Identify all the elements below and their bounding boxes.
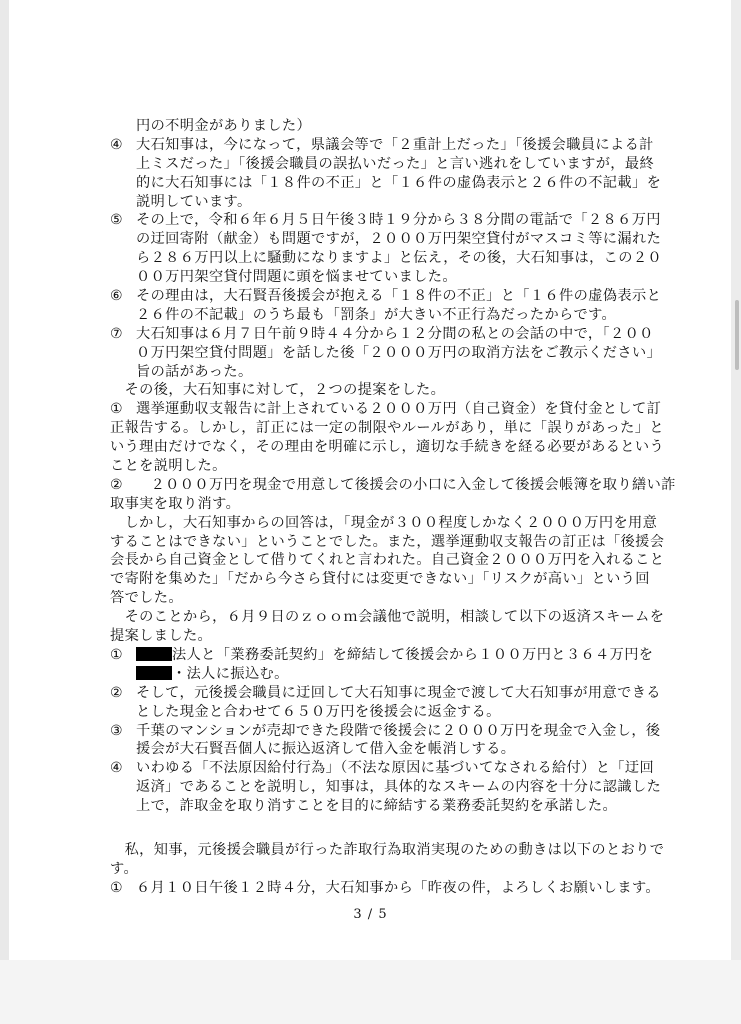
list-item-line xyxy=(110,136,666,155)
body-line: ことを説明した。 xyxy=(110,458,227,475)
continuation-line: 的に大石知事には「１８件の不正」と「１６件の虚偽表示と２６件の不記載」を xyxy=(136,174,662,191)
body-line: しかし，大石知事からの回答は，「現金が３００程度しかなく２０００万円を用意 xyxy=(110,514,658,531)
continuation-line: 上で，詐取金を取り消すことを目的に締結する業務委託契約を承諾した。 xyxy=(136,798,618,815)
item-text: 大石知事は，今になって，県議会等で「２重計上だった」「後援会職員による計 xyxy=(136,136,654,153)
continuation-line: 援会が大石賢吾個人に振込返済して借入金を帳消しする。 xyxy=(136,741,516,758)
body-line: 私，知事，元後援会職員が行った詐取行為取消実現のための動きは以下のとおりで xyxy=(110,841,665,858)
line-text: ・法人に振込む。 xyxy=(172,665,289,682)
continuation-line: ００万円架空貸付問題に頭を悩ませていました。 xyxy=(136,269,457,286)
list-item-line xyxy=(110,646,666,665)
item-text: いわゆる「不法原因給付行為」（不法な原因に基づいてなされる給付）と「迂回 xyxy=(136,760,655,777)
paragraph-gap xyxy=(110,816,666,841)
list-item-line xyxy=(110,879,666,898)
redaction-block xyxy=(136,666,172,680)
body-line: す。 xyxy=(110,860,139,877)
list-item-line xyxy=(110,211,666,230)
continuation-line: 円の不明金がありました） xyxy=(136,118,312,134)
item-text: その理由は，大石賢吾後援会が抱える「１８件の不正」と「１６件の虚偽表示と xyxy=(136,288,662,305)
list-item-line xyxy=(110,325,666,344)
continuation-line: 旨の話があった。 xyxy=(136,363,253,380)
item-text: そして，元後援会職員に迂回して大石知事に現金で渡して大石知事が用意できる xyxy=(136,684,661,701)
continuation-line: の迂回寄附（献金）も問題ですが，２０００万円架空貸付がマスコミ等に漏れた xyxy=(136,231,662,248)
list-item-line xyxy=(110,759,666,778)
item-number: ① xyxy=(110,879,124,896)
item-number: ⑦ xyxy=(110,325,124,342)
document-body xyxy=(110,117,676,898)
item-text: その上で，令和６年６月５日午後３時１９分から３８分間の電話で「２８６万円 xyxy=(136,212,661,229)
body-line: することはできない」ということでした。また，選挙運動収支報告の訂正は「後援会 xyxy=(110,533,665,550)
body-line: 会長から自己資金として借りてくれと言われた。自己資金２０００万円を入れること xyxy=(110,552,665,569)
item-number: ③ xyxy=(110,722,124,739)
item-text: ６月１０日午後１２時４分，大石知事から「昨夜の件，よろしくお願いします。 xyxy=(136,879,661,896)
list-item-line xyxy=(110,684,666,703)
continuation-line: 返済」であることを説明し，知事は，具体的なスキームの内容を十分に認識した xyxy=(136,779,662,796)
paragraph-line: その後，大石知事に対して，２つの提案をした。 xyxy=(110,382,446,399)
item-number: ② xyxy=(110,684,124,701)
body-line: いう理由だけでなく，その理由を明確に示し，適切な手続きを経る必要があるという xyxy=(110,439,665,456)
body-line: そのことから，６月９日のｚｏｏｍ会議他で説明，相談して以下の返済スキームを xyxy=(110,609,665,626)
body-line: 答でした。 xyxy=(110,590,183,607)
item-text: 大石知事は６月７日午前９時４４分から１２分間の私との会話の中で，「２００ xyxy=(136,325,654,342)
viewer-right-edge xyxy=(731,0,741,960)
item-number: ④ xyxy=(110,136,124,153)
viewer-bottom-area xyxy=(0,960,741,1024)
continuation-line: ０万円架空貸付問題」を話した後「２０００万円の取消方法をご教示ください」 xyxy=(136,344,662,361)
item-number: ① xyxy=(110,401,124,418)
scrollbar-thumb[interactable] xyxy=(735,300,739,370)
item-number: ① xyxy=(110,646,124,663)
item-number: ② xyxy=(110,476,124,493)
body-line: 正報告する。しかし，訂正には一定の制限やルールがあり，単に「誤りがあった」と xyxy=(110,420,664,437)
continuation-line: ２６件の不記載」のうち最も「罰条」が大きい不正行為だったからです。 xyxy=(136,306,617,323)
redaction-block xyxy=(136,647,172,661)
item-text: 法人と「業務委託契約」を締結して後援会から１００万円と３６４万円を xyxy=(172,646,654,663)
list-item-line xyxy=(110,476,676,495)
body-line: 提案しました。 xyxy=(110,628,213,645)
page-number: 3 / 5 xyxy=(353,907,388,922)
continuation-line: 説明しています。 xyxy=(136,193,252,210)
item-number: ④ xyxy=(110,760,124,777)
continuation-line: とした現金と合わせて６５０万円を後援会に返金する。 xyxy=(136,703,501,720)
item-text: ２０００万円を現金で用意して後援会の小口に入金して後援会帳簿を取り繕い詐 xyxy=(136,476,676,493)
item-text-with-redaction xyxy=(136,646,666,665)
item-number: ⑤ xyxy=(110,212,124,229)
list-item-line xyxy=(110,287,666,306)
continuation-line: 上ミスだった」「後援会職員の誤払いだった」と言い逃れをしていますが，最終 xyxy=(136,155,655,172)
list-item-line xyxy=(110,722,666,741)
continuation-line xyxy=(110,665,666,684)
body-line: で寄附を集めた」「だから今さら貸付には変更できない」「リスクが高い」という回 xyxy=(110,571,650,588)
body-line: 取事実を取り消す。 xyxy=(110,495,241,512)
item-text: 選挙運動収支報告に計上されている２０００万円（自己資金）を貸付金として訂 xyxy=(136,401,662,418)
list-item-line xyxy=(110,400,666,419)
item-text: 千葉のマンションが売却できた段階で後援会に２０００万円を現金で入金し，後 xyxy=(136,722,661,739)
item-number: ⑥ xyxy=(110,288,124,305)
continuation-line: ら２８６万円以上に騒動になりますよ」と伝え，その後，大石知事は，この２０ xyxy=(136,250,663,267)
viewer-left-edge xyxy=(0,0,9,960)
